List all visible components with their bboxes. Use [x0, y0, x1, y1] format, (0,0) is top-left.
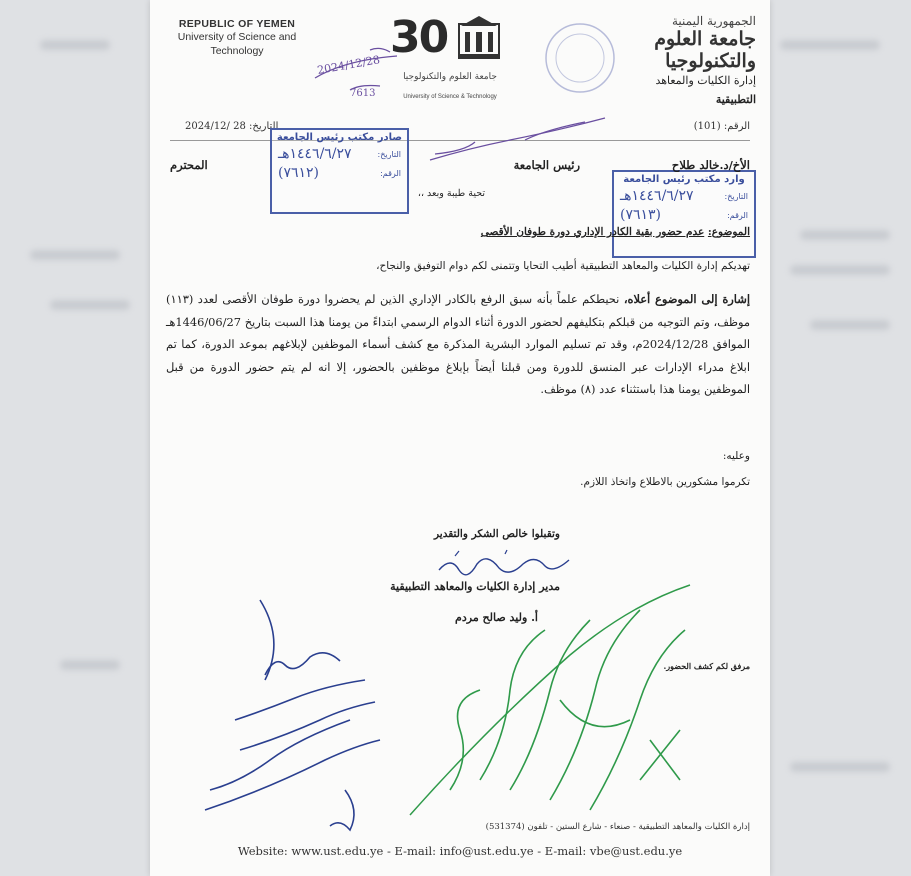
blurred-text: [790, 265, 890, 275]
background-left: [0, 0, 150, 876]
english-letterhead: [162, 18, 312, 58]
outgoing-date-value: ١٤٤٦/٦/٢٧هـ: [278, 146, 352, 162]
opening-salutation: تهديكم إدارة الكليات والمعاهد التطبيقية أطيب التحايا وتتمنى لكم دوام التوفيق والنجاح،: [376, 260, 750, 272]
blurred-text: [780, 40, 880, 50]
blurred-text: [50, 300, 130, 310]
outgoing-number-label: الرقم:: [380, 168, 401, 178]
footer-address: إدارة الكليات والمعاهد التطبيقية - صنعاء - شارع الستين - تلفون (531374): [485, 822, 750, 832]
conclusion-label: وعليه:: [722, 450, 750, 462]
blue-handwritten-notes: [195, 590, 385, 840]
incoming-date-value: ١٤٤٦/٦/٢٧هـ: [620, 188, 694, 204]
letter-page: [150, 0, 770, 876]
outgoing-number-value: (٧٦١٢): [278, 165, 320, 181]
closing-line: وتقبلوا خالص الشكر والتقدير: [434, 528, 560, 540]
incoming-date-label: التاريخ:: [724, 191, 748, 201]
svg-text:2024/12/28: 2024/12/28: [316, 53, 381, 77]
arabic-department-line2: التطبيقية: [715, 93, 756, 106]
arabic-department: إدارة الكليات والمعاهد: [655, 74, 756, 87]
subject-text: عدم حضور بقية الكادر الإداري دورة طوفان الأقصى: [480, 226, 705, 238]
incoming-number-label: الرقم:: [727, 210, 748, 220]
handwritten-signature: [435, 548, 575, 580]
incoming-number-value: (٧٦١٣): [620, 207, 662, 223]
logo-english-name: University of Science & Technology: [403, 94, 497, 100]
footer-contacts: Website: www.ust.edu.ye - E-mail: info@ust.edu.ye - E-mail: vbe@ust.edu.ye: [237, 844, 683, 858]
university-emblem-icon: [455, 14, 503, 62]
outgoing-stamp-title: صادر مكتب رئيس الجامعة: [276, 132, 403, 143]
recipient-name: الأخ/د.خالد طلاح: [671, 158, 750, 172]
arabic-university: جامعة العلوم والتكنولوجيا: [654, 28, 756, 72]
university-name: University of Science and Technology: [177, 31, 297, 57]
anniversary-logo: 30: [390, 12, 448, 63]
letter-date: التاريخ: 28 /2024/12: [185, 121, 279, 132]
greeting: تحية طيبة وبعد ،،: [417, 188, 485, 199]
subject-line: [481, 226, 750, 238]
blurred-text: [30, 250, 120, 260]
body-paragraph: [166, 288, 750, 401]
blurred-text: [800, 230, 890, 240]
blurred-text: [40, 40, 110, 50]
handwritten-date-annotation: [310, 40, 405, 100]
blurred-text: [810, 320, 890, 330]
signer-name: أ. وليد صالح مردم: [455, 611, 538, 624]
logo-arabic-name: جامعة العلوم والتكنولوجيا: [403, 72, 497, 82]
request-line: تكرموا مشكورين بالاطلاع واتخاذ اللازم.: [580, 476, 750, 488]
arabic-country: الجمهورية اليمنية: [671, 14, 756, 28]
outgoing-date-label: التاريخ:: [377, 149, 401, 159]
attachment-note: مرفق لكم كشف الحضور.: [663, 661, 750, 671]
paragraph-lead: إشارة إلى الموضوع أعلاه،: [623, 292, 750, 306]
paragraph-body: نحيطكم علماً بأنه سبق الرفع بالكادر الإداري الذين لم يحضروا دورة طوفان الأقصى لعدد (١١٣) موظف، وتم التوجيه من قبلكم بتكليفهم لحضور الدورة أثناء الدوام الرسمي ابتداءً من يومنا هذا السبت بتاريخ 1446/06/27هـ الموافق 2024/12/28م، وقد تم تسليم الموارد البشرية المذكرة مع كشف أسماء الموظفين لإبلاغهم بموعد الدورة، كما تم ابلاغ مدراء الإدارات عبر المنسق للدورة ومن قبلنا أيضاً بإبلاغ موظفين بالحضور، إلا انه لم يتم حضور الدورة من قبل الموظفين يومنا هذا باستثناء عدد (٨) موظف.: [166, 292, 750, 396]
incoming-stamp-title: وارد مكتب رئيس الجامعة: [623, 174, 745, 185]
svg-text:7613: 7613: [350, 88, 376, 99]
faint-round-stamp: [520, 18, 630, 98]
signer-title: مدير إدارة الكليات والمعاهد التطبيقية: [390, 580, 560, 593]
recipient-title: رئيس الجامعة: [513, 158, 580, 172]
blurred-text: [790, 762, 890, 772]
green-handwritten-notes: [390, 580, 720, 830]
background-right: [770, 0, 911, 876]
recipient-honorific: المحترم: [170, 158, 208, 172]
country-name: REPUBLIC OF YEMEN: [178, 18, 296, 30]
reference-number: الرقم: (101): [693, 121, 750, 132]
outgoing-stamp: [270, 128, 409, 214]
subject-label: الموضوع:: [707, 226, 750, 238]
blurred-text: [60, 660, 120, 670]
incoming-stamp: [612, 170, 756, 258]
